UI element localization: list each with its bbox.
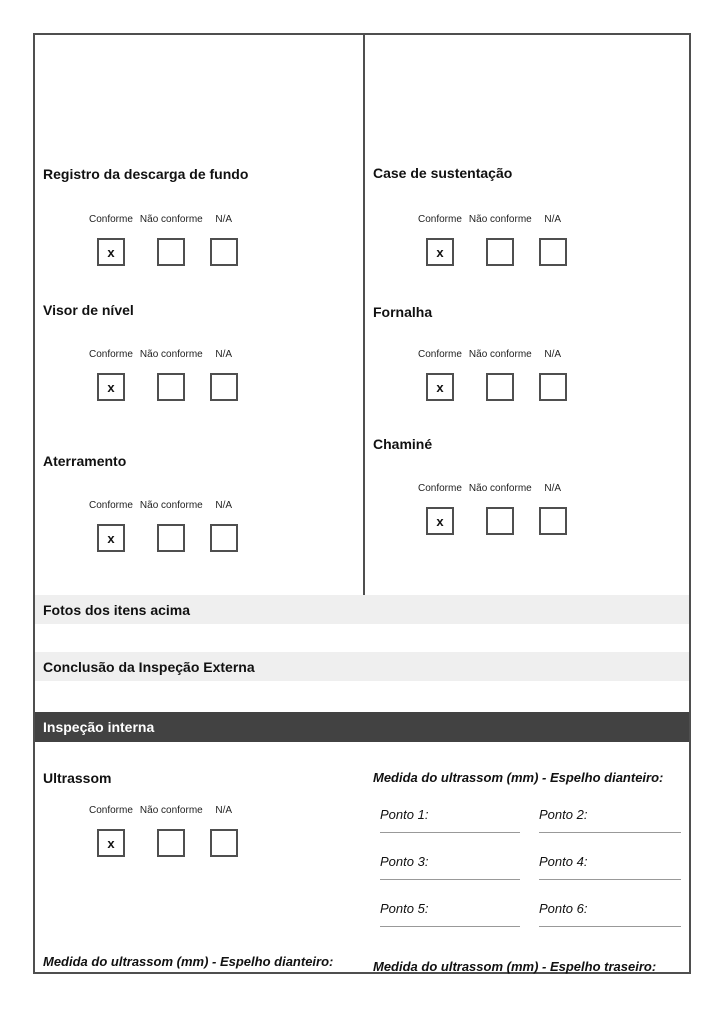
- option-na: [210, 214, 238, 266]
- ponto-2-label: Ponto 2:: [539, 807, 588, 822]
- field-ponto-5: [380, 901, 520, 927]
- option-label-nao-conforme: Não conforme: [468, 214, 532, 225]
- field-ponto-3: [380, 854, 520, 880]
- option-label-na: N/A: [544, 214, 562, 225]
- section-bar-label: Fotos dos itens acima: [43, 601, 191, 618]
- option-conforme: [89, 500, 133, 552]
- option-label-na: N/A: [215, 805, 233, 816]
- option-nao-conforme: [469, 214, 532, 266]
- ponto-5-input-line[interactable]: [380, 925, 520, 927]
- ponto-3-label: Ponto 3:: [380, 854, 429, 869]
- option-label-na: N/A: [215, 349, 233, 360]
- option-conforme: [418, 483, 462, 535]
- option-label-nao-conforme: Não conforme: [139, 805, 203, 816]
- checkbox-conforme[interactable]: x: [426, 238, 454, 266]
- heading-medida-espelho-traseiro: Medida do ultrassom (mm) - Espelho traseiro:: [373, 959, 657, 974]
- option-nao-conforme: [469, 349, 532, 401]
- checkbox-conforme[interactable]: x: [97, 373, 125, 401]
- checkbox-na[interactable]: [210, 829, 238, 857]
- check-group-aterramento: [89, 500, 238, 552]
- option-label-conforme: Conforme: [89, 805, 133, 816]
- option-label-na: N/A: [215, 500, 233, 511]
- checkbox-na[interactable]: [210, 373, 238, 401]
- option-label-na: N/A: [544, 483, 562, 494]
- ponto-4-input-line[interactable]: [539, 878, 681, 880]
- ponto-1-input-line[interactable]: [380, 831, 520, 833]
- field-ponto-4: [539, 854, 681, 880]
- check-group-case: [418, 214, 567, 266]
- option-na: [539, 483, 567, 535]
- option-nao-conforme: [140, 214, 203, 266]
- option-nao-conforme: [140, 500, 203, 552]
- checkbox-conforme[interactable]: x: [426, 373, 454, 401]
- option-conforme: [89, 805, 133, 857]
- option-label-na: N/A: [544, 349, 562, 360]
- option-conforme: [89, 349, 133, 401]
- checkbox-na[interactable]: [210, 238, 238, 266]
- field-ponto-1: [380, 807, 520, 833]
- check-group-ultrassom: [89, 805, 238, 857]
- ponto-4-label: Ponto 4:: [539, 854, 588, 869]
- option-label-conforme: Conforme: [418, 214, 462, 225]
- checkbox-conforme[interactable]: x: [97, 524, 125, 552]
- checkbox-nao-conforme[interactable]: [486, 507, 514, 535]
- option-label-conforme: Conforme: [89, 349, 133, 360]
- option-na: [539, 349, 567, 401]
- option-label-nao-conforme: Não conforme: [139, 349, 203, 360]
- item-title-aterramento: Aterramento: [43, 453, 127, 469]
- option-label-nao-conforme: Não conforme: [468, 349, 532, 360]
- section-bar-conclusao-inspecao-externa: [35, 652, 689, 681]
- item-title-chamine: Chaminé: [373, 436, 433, 452]
- option-label-nao-conforme: Não conforme: [139, 214, 203, 225]
- check-group-registro: [89, 214, 238, 266]
- option-nao-conforme: [140, 805, 203, 857]
- section-bar-fotos-dos-itens-acima: [35, 595, 689, 624]
- option-label-conforme: Conforme: [89, 214, 133, 225]
- option-nao-conforme: [469, 483, 532, 535]
- section-bar-label: Conclusão da Inspeção Externa: [43, 658, 255, 675]
- option-nao-conforme: [140, 349, 203, 401]
- section-bar-inspecao-interna: [35, 712, 689, 742]
- ponto-5-label: Ponto 5:: [380, 901, 429, 916]
- heading-medida-espelho-dianteiro-left: Medida do ultrassom (mm) - Espelho dianteiro:: [43, 954, 334, 969]
- option-na: [210, 805, 238, 857]
- check-group-fornalha: [418, 349, 567, 401]
- option-label-na: N/A: [215, 214, 233, 225]
- option-na: [210, 500, 238, 552]
- heading-medida-espelho-dianteiro: Medida do ultrassom (mm) - Espelho dianteiro:: [373, 770, 664, 785]
- checkbox-conforme[interactable]: x: [426, 507, 454, 535]
- column-divider: [363, 33, 365, 595]
- section-bar-label: Inspeção interna: [43, 719, 155, 735]
- ponto-6-input-line[interactable]: [539, 925, 681, 927]
- option-label-nao-conforme: Não conforme: [139, 500, 203, 511]
- option-label-conforme: Conforme: [418, 349, 462, 360]
- option-label-conforme: Conforme: [89, 500, 133, 511]
- item-title-registro-descarga-fundo: Registro da descarga de fundo: [43, 166, 249, 182]
- checkbox-nao-conforme[interactable]: [157, 238, 185, 266]
- item-title-case-de-sustentacao: Case de sustentação: [373, 165, 513, 181]
- field-ponto-2: [539, 807, 681, 833]
- checkbox-na[interactable]: [539, 507, 567, 535]
- ponto-1-label: Ponto 1:: [380, 807, 429, 822]
- option-conforme: [418, 349, 462, 401]
- ponto-3-input-line[interactable]: [380, 878, 520, 880]
- checkbox-nao-conforme[interactable]: [157, 524, 185, 552]
- checkbox-na[interactable]: [210, 524, 238, 552]
- option-label-nao-conforme: Não conforme: [468, 483, 532, 494]
- form-box: [33, 33, 691, 974]
- checkbox-nao-conforme[interactable]: [157, 829, 185, 857]
- option-na: [539, 214, 567, 266]
- check-group-visor: [89, 349, 238, 401]
- checkbox-nao-conforme[interactable]: [157, 373, 185, 401]
- checkbox-na[interactable]: [539, 373, 567, 401]
- item-title-fornalha: Fornalha: [373, 304, 433, 320]
- check-group-chamine: [418, 483, 567, 535]
- option-conforme: [89, 214, 133, 266]
- checkbox-nao-conforme[interactable]: [486, 373, 514, 401]
- checkbox-conforme[interactable]: x: [97, 238, 125, 266]
- checkbox-na[interactable]: [539, 238, 567, 266]
- checkbox-nao-conforme[interactable]: [486, 238, 514, 266]
- item-title-ultrassom: Ultrassom: [43, 770, 112, 786]
- ponto-6-label: Ponto 6:: [539, 901, 588, 916]
- checkbox-conforme[interactable]: x: [97, 829, 125, 857]
- item-title-visor-de-nivel: Visor de nível: [43, 302, 134, 318]
- ponto-2-input-line[interactable]: [539, 831, 681, 833]
- option-na: [210, 349, 238, 401]
- field-ponto-6: [539, 901, 681, 927]
- option-label-conforme: Conforme: [418, 483, 462, 494]
- option-conforme: [418, 214, 462, 266]
